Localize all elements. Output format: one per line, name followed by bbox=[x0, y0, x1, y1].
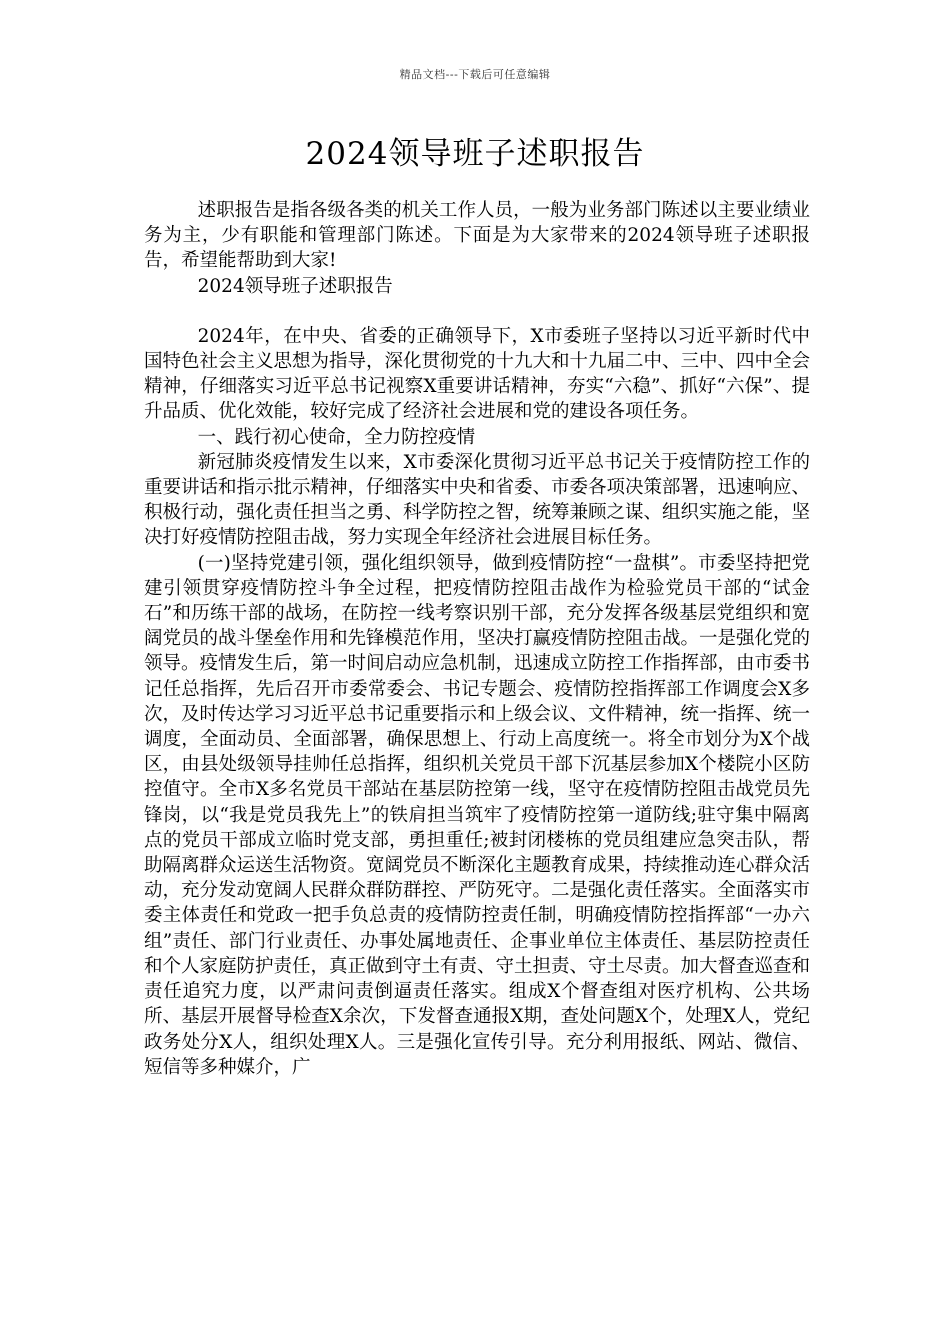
section-intro-paragraph: 新冠肺炎疫情发生以来，X市委深化贯彻习近平总书记关于疫情防控工作的重要讲话和指示批示精神，仔细落实中央和省委、市委各项决策部署，迅速响应、积极行动，强化责任担当之勇、科学防控之智，统筹兼顾之谋、组织实施之能，坚决打好疫情防控阻击战，努力实现全年经济社会进展目标任务。 bbox=[144, 451, 811, 549]
opening-paragraph: 2024年，在中央、省委的正确领导下，X市委班子坚持以习近平新时代中国特色社会主义思想为指导，深化贯彻党的十九大和十九届二中、三中、四中全会精神，仔细落实习近平总书记视察X重要讲话精神，夯实“六稳”、抓好“六保”、提升品质、优化效能，较好完成了经济社会进展和党的建设各项任务。 bbox=[144, 325, 811, 423]
intro-paragraph: 述职报告是指各级各类的机关工作人员，一般为业务部门陈述以主要业绩业务为主，少有职能和管理部门陈述。下面是为大家带来的2024领导班子述职报告，希望能帮助到大家! bbox=[144, 200, 810, 272]
document-title: 2024领导班子述职报告 bbox=[305, 136, 645, 172]
subsection-paragraph: (一)坚持党建引领，强化组织领导，做到疫情防控“一盘棋”。市委坚持把党建引领贯穿疫情防控斗争全过程，把疫情防控阻击战作为检验党员干部的“试金石”和历练干部的战场，在防控一线考察识别干部，充分发挥各级基层党组织和宽阔党员的战斗堡垒作用和先锋模范作用，坚决打赢疫情防控阻击战。一是强化党的领导。疫情发生后，第一时间启动应急机制，迅速成立防控工作指挥部，由市委书记任总指挥，先后召开市委常委会、书记专题会、疫情防控指挥部工作调度会X多次，及时传达学习习近平总书记重要指示和上级会议、文件精神，统一指挥、统一调度，全面动员、全面部署，确保思想上、行动上高度统一。将全市划分为X个战区，由县处级领导挂帅任总指挥，组织机关党员干部下沉基层参加X个楼院小区防控值守。全市X多名党员干部站在基层防控第一线，坚守在疫情防控阻击战党员先锋岗，以“我是党员我先上”的铁肩担当筑牢了疫情防控第一道防线;驻守集中隔离点的党员干部成立临时党支部，勇担重任;被封闭楼栋的党员组建应急突击队，帮助隔离群众运送生活物资。宽阔党员不断深化主题教育成果，持续推动连心群众活动，充分发动宽阔人民群众群防群控、严防死守。二是强化责任落实。全面落实市委主体责任和党政一把手负总责的疫情防控责任制，明确疫情防控指挥部“一办六组”责任、部门行业责任、办事处属地责任、企事业单位主体责任、基层防控责任和个人家庭防护责任，真正做到守土有责、守土担责、守土尽责。加大督查巡查和责任追究力度，以严肃问责倒逼责任落实。组成X个督查组对医疗机构、公共场所、基层开展督导检查X余次，下发督查通报X期，查处问题X个，处理X人，党纪政务处分X人，组织处理X人。三是强化宣传引导。充分利用报纸、网站、微信、短信等多种媒介，广 bbox=[144, 552, 811, 1078]
document-body bbox=[144, 198, 810, 1080]
section-heading: 一、践行初心使命，全力防控疫情 bbox=[197, 426, 476, 448]
subtitle-paragraph: 2024领导班子述职报告 bbox=[197, 275, 393, 297]
page-header-note: 精品文档---下载后可任意编辑 bbox=[399, 68, 551, 81]
